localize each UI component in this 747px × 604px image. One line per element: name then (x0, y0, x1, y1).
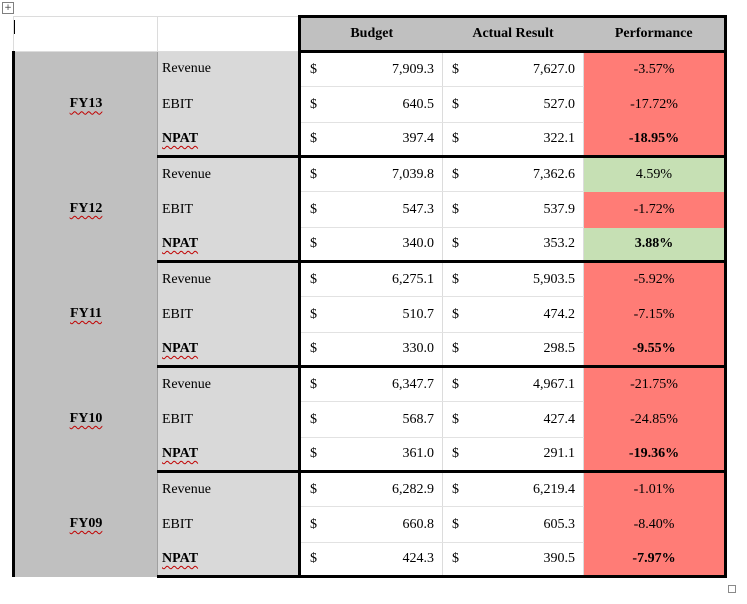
metric-label: NPAT (162, 340, 199, 356)
year-cell (14, 52, 158, 157)
actual-value: 7,362.6 (470, 157, 584, 192)
budget-currency: $ (300, 297, 329, 333)
header-actual-result: Actual Result (443, 17, 584, 52)
actual-currency: $ (443, 333, 470, 367)
performance-value: -1.01% (584, 472, 726, 507)
budget-currency: $ (300, 52, 329, 87)
performance-value: -18.95% (584, 123, 726, 157)
actual-value: 390.5 (470, 543, 584, 577)
budget-value: 6,347.7 (329, 367, 443, 402)
budget-value: 7,909.3 (329, 52, 443, 87)
metric-label: NPAT (162, 235, 199, 251)
actual-currency: $ (443, 543, 470, 577)
budget-currency: $ (300, 438, 329, 472)
metric-cell (158, 52, 300, 87)
performance-value: -19.36% (584, 438, 726, 472)
metric-cell (158, 472, 300, 507)
metric-label: Revenue (162, 376, 211, 392)
header-blank-cell[interactable] (158, 17, 300, 52)
year-cell (14, 367, 158, 472)
budget-value: 547.3 (329, 192, 443, 228)
actual-currency: $ (443, 402, 470, 438)
actual-value: 353.2 (470, 228, 584, 262)
budget-value: 340.0 (329, 228, 443, 262)
performance-value: -5.92% (584, 262, 726, 297)
metric-label: NPAT (162, 445, 199, 461)
metric-cell (158, 367, 300, 402)
actual-value: 4,967.1 (470, 367, 584, 402)
metric-cell (158, 438, 300, 472)
budget-value: 6,282.9 (329, 472, 443, 507)
header-performance: Performance (584, 17, 726, 52)
budget-currency: $ (300, 543, 329, 577)
header-blank-cell[interactable] (14, 17, 158, 52)
performance-value: -8.40% (584, 507, 726, 543)
performance-value: 3.88% (584, 228, 726, 262)
actual-value: 6,219.4 (470, 472, 584, 507)
metric-label: EBIT (162, 306, 194, 322)
budget-currency: $ (300, 507, 329, 543)
budget-value: 660.8 (329, 507, 443, 543)
budget-currency: $ (300, 157, 329, 192)
metric-label: NPAT (162, 130, 199, 146)
budget-currency: $ (300, 402, 329, 438)
metric-label: EBIT (162, 411, 194, 427)
metric-label: NPAT (162, 550, 199, 566)
year-label: FY09 (69, 516, 103, 531)
budget-currency: $ (300, 472, 329, 507)
actual-currency: $ (443, 192, 470, 228)
budget-value: 510.7 (329, 297, 443, 333)
metric-label: Revenue (162, 271, 211, 287)
actual-currency: $ (443, 472, 470, 507)
metric-cell (158, 87, 300, 123)
metric-cell (158, 402, 300, 438)
actual-currency: $ (443, 438, 470, 472)
performance-value: -3.57% (584, 52, 726, 87)
budget-value: 568.7 (329, 402, 443, 438)
actual-currency: $ (443, 228, 470, 262)
performance-value: -24.85% (584, 402, 726, 438)
budget-value: 361.0 (329, 438, 443, 472)
performance-value: 4.59% (584, 157, 726, 192)
metric-label: EBIT (162, 516, 194, 532)
actual-value: 527.0 (470, 87, 584, 123)
header-row (14, 17, 726, 52)
actual-value: 537.9 (470, 192, 584, 228)
budget-value: 424.3 (329, 543, 443, 577)
budget-value: 7,039.8 (329, 157, 443, 192)
actual-currency: $ (443, 297, 470, 333)
metric-cell (158, 192, 300, 228)
budget-currency: $ (300, 192, 329, 228)
budget-value: 397.4 (329, 123, 443, 157)
table-body (14, 52, 726, 577)
performance-value: -7.97% (584, 543, 726, 577)
actual-currency: $ (443, 123, 470, 157)
actual-value: 298.5 (470, 333, 584, 367)
metric-cell (158, 333, 300, 367)
budget-value: 6,275.1 (329, 262, 443, 297)
actual-currency: $ (443, 507, 470, 543)
performance-value: -7.15% (584, 297, 726, 333)
header-budget: Budget (300, 17, 443, 52)
actual-value: 322.1 (470, 123, 584, 157)
metric-cell (158, 543, 300, 577)
budget-currency: $ (300, 333, 329, 367)
metric-cell (158, 297, 300, 333)
actual-value: 7,627.0 (470, 52, 584, 87)
budget-currency: $ (300, 262, 329, 297)
table-row (14, 157, 726, 192)
budget-currency: $ (300, 367, 329, 402)
performance-table (12, 15, 727, 578)
metric-label: Revenue (162, 61, 211, 77)
budget-currency: $ (300, 87, 329, 123)
actual-currency: $ (443, 52, 470, 87)
metric-cell (158, 262, 300, 297)
performance-value: -21.75% (584, 367, 726, 402)
actual-value: 427.4 (470, 402, 584, 438)
year-label: FY11 (70, 306, 102, 321)
table-row (14, 367, 726, 402)
performance-value: -9.55% (584, 333, 726, 367)
actual-value: 605.3 (470, 507, 584, 543)
actual-currency: $ (443, 262, 470, 297)
actual-currency: $ (443, 157, 470, 192)
metric-cell (158, 123, 300, 157)
year-label: FY13 (69, 96, 103, 112)
table-resize-handle[interactable] (728, 585, 736, 593)
budget-value: 640.5 (329, 87, 443, 123)
performance-value: -17.72% (584, 87, 726, 123)
actual-currency: $ (443, 367, 470, 402)
metric-label: Revenue (162, 481, 211, 497)
metric-label: EBIT (162, 201, 194, 217)
year-cell (14, 157, 158, 262)
budget-value: 330.0 (329, 333, 443, 367)
year-label: FY12 (69, 201, 103, 216)
actual-currency: $ (443, 87, 470, 123)
metric-cell (158, 507, 300, 543)
actual-value: 5,903.5 (470, 262, 584, 297)
actual-value: 474.2 (470, 297, 584, 333)
table-row (14, 52, 726, 87)
budget-currency: $ (300, 123, 329, 157)
performance-value: -1.72% (584, 192, 726, 228)
actual-value: 291.1 (470, 438, 584, 472)
year-label: FY10 (69, 411, 103, 426)
metric-label: EBIT (162, 96, 194, 112)
metric-cell (158, 228, 300, 262)
year-cell (14, 262, 158, 367)
budget-currency: $ (300, 228, 329, 262)
table-move-handle[interactable]: + (2, 2, 14, 14)
year-cell (14, 472, 158, 577)
metric-cell (158, 157, 300, 192)
table-row (14, 472, 726, 507)
table-row (14, 262, 726, 297)
metric-label: Revenue (162, 166, 211, 182)
